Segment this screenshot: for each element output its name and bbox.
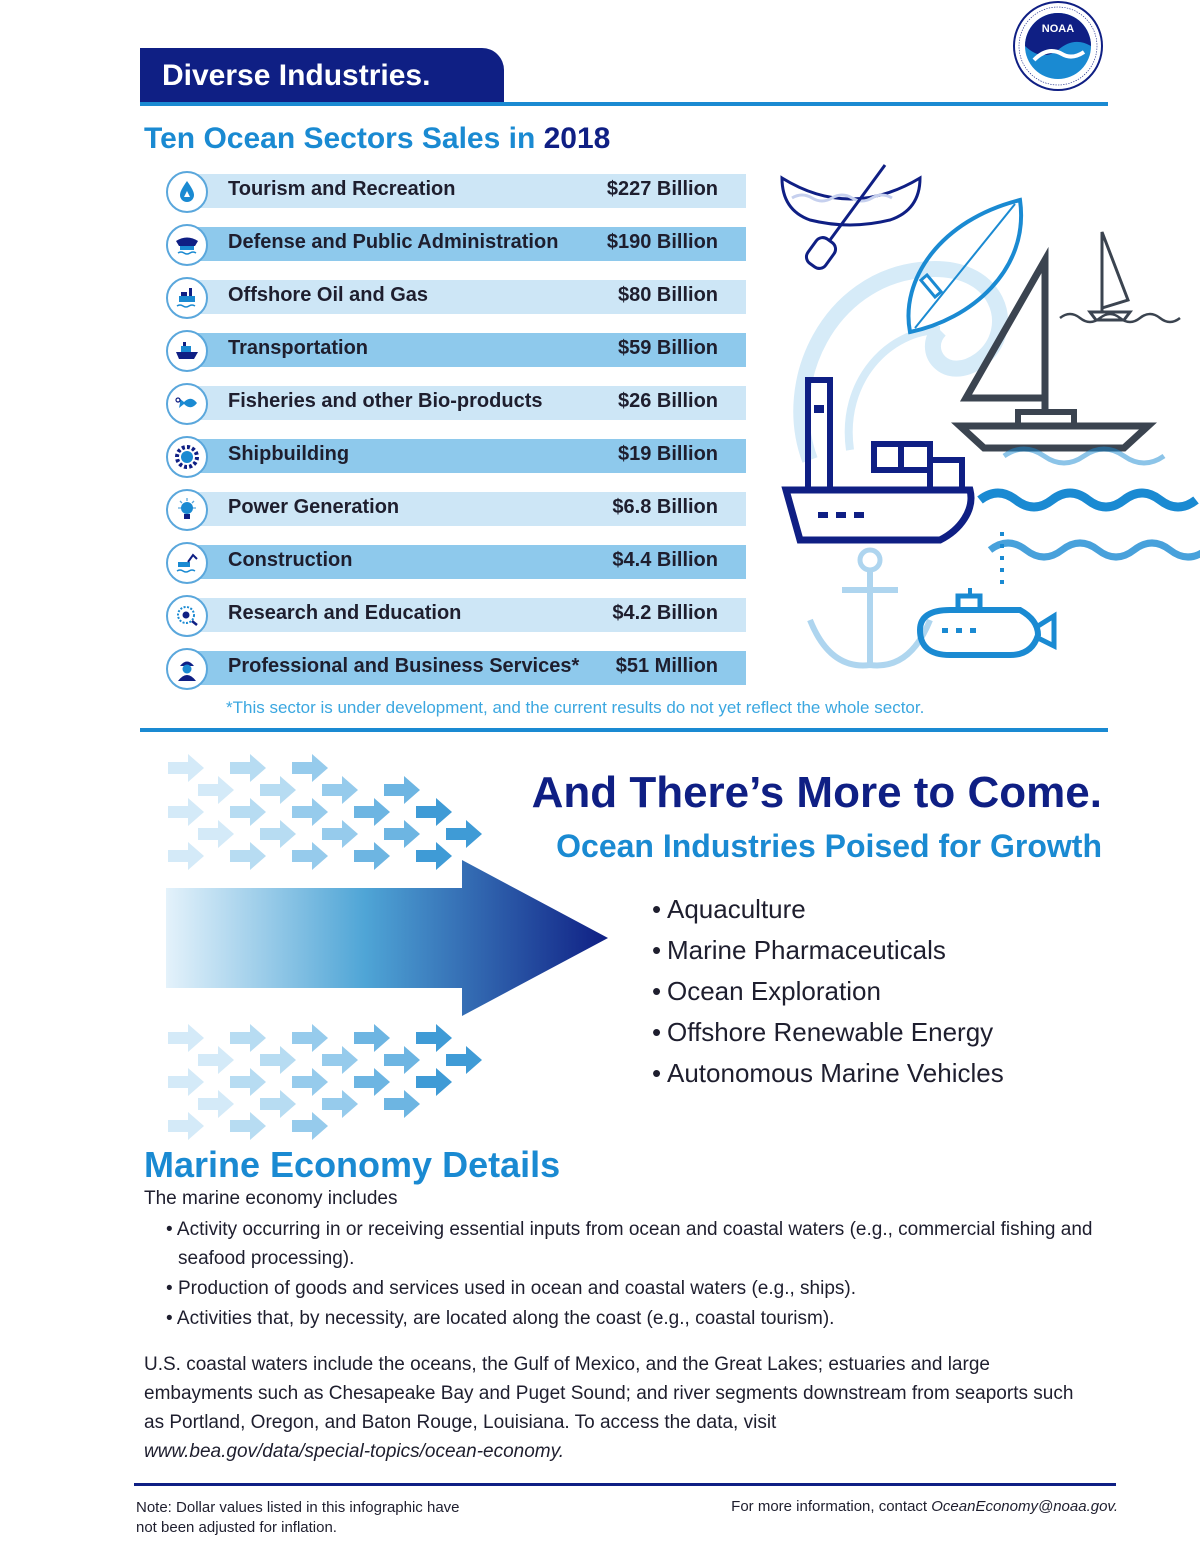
growth-item-label: Offshore Renewable Energy	[667, 1017, 994, 1047]
details-bullet: • Activities that, by necessity, are located along the coast (e.g., coastal tourism).	[166, 1308, 835, 1329]
growth-subtitle: Ocean Industries Poised for Growth	[556, 828, 1102, 864]
small-sailboat-graphic	[1060, 232, 1180, 322]
chevron-arrow	[168, 1024, 204, 1052]
chevron-arrow	[416, 798, 452, 826]
contact-prefix: For more information, contact	[731, 1498, 928, 1515]
details-intro: The marine economy includes	[144, 1188, 398, 1209]
chevron-arrow	[168, 1068, 204, 1096]
chevron-arrow	[260, 1046, 296, 1074]
details-bullets	[166, 1215, 1106, 1334]
sector-value: $227 Billion	[606, 178, 718, 200]
sector-row-construction	[166, 543, 748, 579]
chevron-arrow	[416, 1068, 452, 1096]
bea-data-link[interactable]: www.bea.gov/data/special-topics/ocean-economy.	[144, 1441, 564, 1462]
growth-item: • Offshore Renewable Energy	[652, 1017, 994, 1047]
contact-email-link[interactable]: OceanEconomy@noaa.gov.	[931, 1498, 1118, 1515]
sector-name: Transportation	[228, 337, 369, 359]
growth-item: • Autonomous Marine Vehicles	[652, 1058, 1004, 1088]
growth-item: • Ocean Exploration	[652, 976, 881, 1006]
chevron-arrow	[292, 754, 328, 782]
chevron-arrow	[230, 1068, 266, 1096]
sector-name: Power Generation	[228, 496, 400, 518]
chevron-arrow	[168, 798, 204, 826]
sector-name: Professional and Business Services*	[228, 655, 580, 677]
sectors-title	[144, 122, 610, 156]
chevron-arrow	[198, 1090, 234, 1118]
sector-row-power	[166, 490, 748, 526]
chevron-arrow	[354, 1024, 390, 1052]
chevron-arrow	[198, 1046, 234, 1074]
sector-row-shipbuilding	[166, 437, 748, 473]
chevron-arrow	[292, 1112, 328, 1140]
noaa-logo	[1008, 0, 1108, 92]
chevron-arrow	[446, 1046, 482, 1074]
details-bullet-text: Activities that, by necessity, are located along the coast (e.g., coastal tourism).	[176, 1308, 835, 1329]
sector-value: $59 Billion	[617, 337, 718, 359]
sector-value: $26 Billion	[617, 390, 718, 412]
sector-row-tourism	[166, 172, 748, 208]
sector-row-research	[166, 596, 748, 632]
details-paragraph-text: U.S. coastal waters include the oceans, the Gulf of Mexico, and the Great Lakes; estuaries and large embayments such as Chesapeake Bay and Puget Sound; and river segments downstream from seaports such as Portland, Oregon, and Baton Rouge, Louisiana. To access the data, visit	[144, 1354, 1074, 1433]
chevron-arrow	[260, 1090, 296, 1118]
chevron-arrow	[322, 820, 358, 848]
growth-item-label: Aquaculture	[667, 894, 806, 924]
section-header-tab	[140, 48, 504, 104]
details-paragraph	[144, 1350, 1084, 1466]
sector-name: Tourism and Recreation	[228, 178, 456, 200]
chevron-arrow	[292, 1068, 328, 1096]
middle-divider	[140, 728, 1108, 732]
growth-item: • Aquaculture	[652, 894, 806, 924]
sector-row-transportation	[166, 331, 748, 367]
chevron-arrow	[384, 776, 420, 804]
sector-value: $19 Billion	[617, 443, 718, 465]
sector-name: Offshore Oil and Gas	[228, 284, 429, 306]
details-title: Marine Economy Details	[144, 1144, 561, 1185]
chevron-arrow	[260, 776, 296, 804]
chevron-arrow	[260, 820, 296, 848]
chevron-arrow	[322, 1090, 358, 1118]
sector-name: Construction	[228, 549, 353, 571]
sectors-title-prefix: Ten Ocean Sectors Sales in	[144, 122, 536, 155]
sector-name: Fisheries and other Bio-products	[228, 390, 543, 412]
sector-row-defense	[166, 225, 748, 261]
sector-row-fisheries	[166, 384, 748, 420]
growth-item-label: Ocean Exploration	[667, 976, 881, 1006]
chevron-arrow	[322, 1046, 358, 1074]
sector-value: $4.2 Billion	[612, 602, 718, 624]
chevron-arrow	[416, 842, 452, 870]
sector-name: Shipbuilding	[228, 443, 350, 465]
sector-name: Defense and Public Administration	[228, 231, 559, 253]
sector-value: $190 Billion	[606, 231, 718, 253]
defense-icon	[166, 224, 208, 266]
chevron-arrow	[230, 1112, 266, 1140]
details-bullet: • Production of goods and services used in ocean and coastal waters (e.g., ships).	[166, 1278, 856, 1299]
chevron-arrow	[416, 1024, 452, 1052]
details-bullet: • Activity occurring in or receiving essential inputs from ocean and coastal waters (e.g., commercial fishing and seafood processing).	[166, 1219, 1093, 1269]
chevron-arrow	[292, 1024, 328, 1052]
footer-divider	[134, 1483, 1116, 1486]
chevron-arrow	[230, 842, 266, 870]
gear-icon	[166, 436, 208, 478]
sectors-title-year: 2018	[543, 122, 611, 155]
chevron-arrow	[354, 798, 390, 826]
sector-row-professional	[166, 649, 748, 685]
tourism-icon	[166, 171, 208, 213]
sector-name: Research and Education	[228, 602, 462, 624]
research-icon	[166, 595, 208, 637]
chevron-arrow	[230, 798, 266, 826]
section-header-title: Diverse Industries.	[162, 59, 431, 92]
ocean-illustration	[770, 160, 1200, 680]
sector-value: $4.4 Billion	[612, 549, 718, 571]
sector-value: $80 Billion	[617, 284, 718, 306]
chevron-arrow	[168, 1112, 204, 1140]
sector-footnote: *This sector is under development, and the current results do not yet reflect the whole sector.	[226, 698, 925, 717]
fish-icon	[166, 383, 208, 425]
excavator-icon	[166, 542, 208, 584]
chevron-arrow	[292, 842, 328, 870]
chevron-arrow	[354, 1068, 390, 1096]
chevron-arrow	[230, 1024, 266, 1052]
chevron-arrow	[384, 1046, 420, 1074]
chevron-arrow	[198, 820, 234, 848]
growth-item-label: Autonomous Marine Vehicles	[667, 1058, 1004, 1088]
chevron-arrow	[198, 776, 234, 804]
growth-title: And There’s More to Come.	[531, 768, 1102, 817]
noaa-logo-text: NOAA	[1041, 23, 1075, 35]
chevron-arrow	[384, 820, 420, 848]
sector-value: $51 Million	[615, 655, 718, 677]
submarine-graphic	[920, 532, 1054, 655]
chevron-arrow	[168, 842, 204, 870]
chevron-arrow	[168, 754, 204, 782]
chevron-arrows-bottom	[168, 1024, 482, 1140]
anchor-graphic	[810, 550, 930, 665]
chevron-arrows-top	[168, 754, 482, 870]
header-divider	[140, 102, 1108, 106]
chevron-arrow	[292, 798, 328, 826]
cargo-ship-graphic	[786, 380, 971, 540]
growth-list	[652, 892, 1004, 1097]
lightbulb-icon	[166, 489, 208, 531]
ship-icon	[166, 330, 208, 372]
sector-row-oil-gas	[166, 278, 748, 314]
chevron-arrow	[230, 754, 266, 782]
chevron-arrow	[322, 776, 358, 804]
waves-graphic	[980, 449, 1200, 557]
canoe-graphic	[782, 165, 920, 272]
oil-rig-icon	[166, 277, 208, 319]
growth-item: • Marine Pharmaceuticals	[652, 935, 946, 965]
details-bullet-text: Production of goods and services used in ocean and coastal waters (e.g., ships).	[177, 1278, 856, 1299]
sector-value: $6.8 Billion	[612, 496, 718, 518]
inflation-note: Note: Dollar values listed in this infographic have not been adjusted for inflation.	[136, 1499, 460, 1536]
big-arrow	[166, 860, 608, 1016]
chevron-arrow	[384, 1090, 420, 1118]
chevron-arrow	[446, 820, 482, 848]
worker-icon	[166, 648, 208, 690]
growth-item-label: Marine Pharmaceuticals	[667, 935, 946, 965]
chevron-arrow	[354, 842, 390, 870]
details-bullet-text: Activity occurring in or receiving essential inputs from ocean and coastal waters (e.g., commercial fishing and seafood processing).	[176, 1219, 1093, 1269]
contact-line	[731, 1498, 1118, 1515]
